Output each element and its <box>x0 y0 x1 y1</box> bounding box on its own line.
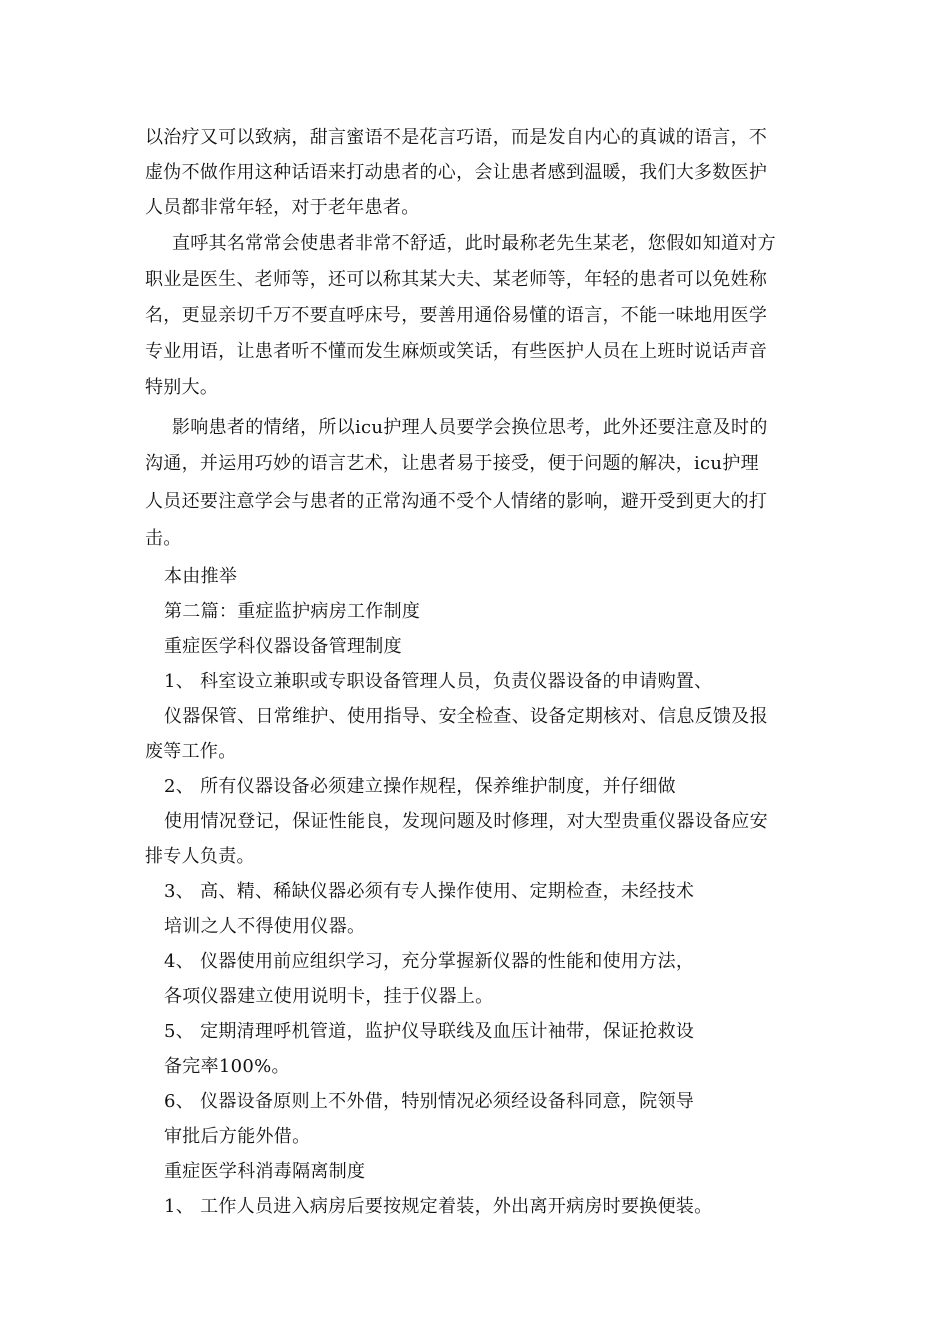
paragraph-line: 直呼其名常常会使患者非常不舒适，此时最称老先生某老，您假如知道对方 <box>172 233 776 254</box>
list-item: 1、 科室设立兼职或专职设备管理人员，负责仪器设备的申请购置、 <box>164 671 713 692</box>
list-item: 1、 工作人员进入病房后要按规定着装，外出离开病房时要换便装。 <box>164 1196 713 1217</box>
paragraph-line: 人员都非常年轻，对于老年患者。 <box>145 197 420 218</box>
list-item-continuation: 使用情况登记，保证性能良，发现问题及时修理，对大型贵重仪器设备应安 <box>164 811 768 832</box>
section-subtitle: 重症医学科仪器设备管理制度 <box>164 636 402 657</box>
paragraph-line: 以治疗又可以致病，甜言蜜语不是花言巧语，而是发自内心的真诚的语言，不 <box>145 127 768 148</box>
paragraph-line: 影响患者的情绪，所以icu护理人员要学会换位思考，此外还要注意及时的 <box>172 417 768 438</box>
section-subtitle: 重症医学科消毒隔离制度 <box>164 1161 366 1182</box>
list-item-continuation: 各项仪器建立使用说明卡，挂于仪器上。 <box>164 986 494 1007</box>
paragraph-line: 名，更显亲切千万不要直呼床号，要善用通俗易懂的语言，不能一味地用医学 <box>145 305 768 326</box>
list-item-continuation: 仪器保管、日常维护、使用指导、安全检查、设备定期核对、信息反馈及报 <box>164 706 768 727</box>
list-item: 6、 仪器设备原则上不外借，特别情况必须经设备科同意，院领导 <box>164 1091 695 1112</box>
list-item: 3、 高、精、稀缺仪器必须有专人操作使用、定期检查，未经技术 <box>164 881 695 902</box>
list-item-continuation: 排专人负责。 <box>145 846 255 867</box>
list-item: 4、 仪器使用前应组织学习，充分掌握新仪器的性能和使用方法， <box>164 951 695 972</box>
paragraph-line: 虚伪不做作用这种话语来打动患者的心，会让患者感到温暖，我们大多数医护 <box>145 162 768 183</box>
section-title: 第二篇：重症监护病房工作制度 <box>164 601 421 622</box>
paragraph-line: 沟通，并运用巧妙的语言艺术，让患者易于接受，便于问题的解决，icu护理 <box>145 453 759 474</box>
paragraph-line: 击。 <box>145 528 182 549</box>
list-item-continuation: 审批后方能外借。 <box>164 1126 311 1147</box>
paragraph-line: 人员还要注意学会与患者的正常沟通不受个人情绪的影响，避开受到更大的打 <box>145 491 768 512</box>
list-item: 5、 定期清理呼机管道，监护仪导联线及血压计袖带，保证抢救设 <box>164 1021 695 1042</box>
paragraph-line: 专业用语，让患者听不懂而发生麻烦或笑话，有些医护人员在上班时说话声音 <box>145 341 768 362</box>
list-item-continuation: 废等工作。 <box>145 741 237 762</box>
list-item-continuation: 培训之人不得使用仪器。 <box>164 916 366 937</box>
list-item: 2、 所有仪器设备必须建立操作规程，保养维护制度，并仔细做 <box>164 776 676 797</box>
paragraph-line: 特别大。 <box>145 377 219 398</box>
paragraph-line: 职业是医生、老师等，还可以称其某大夫、某老师等，年轻的患者可以免姓称 <box>145 269 768 290</box>
list-item-continuation: 备完率100%。 <box>164 1056 290 1077</box>
paragraph-line: 本由推举 <box>164 566 238 587</box>
